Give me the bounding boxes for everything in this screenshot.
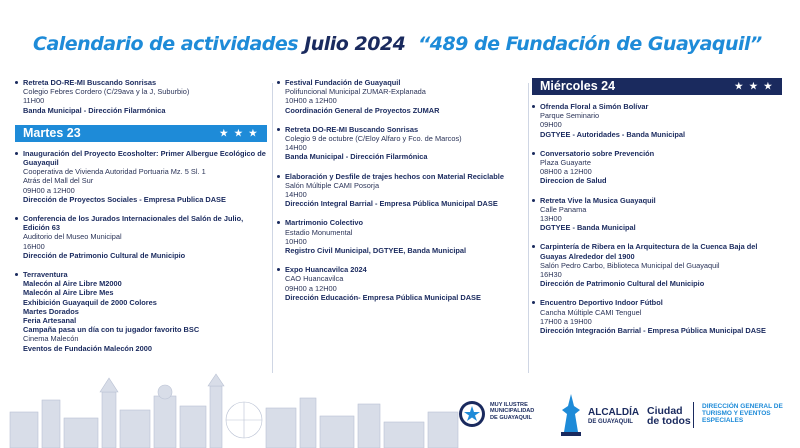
event-item: [277, 172, 527, 209]
event-name: Inauguración del Proyecto Ecosholter: Primer Albergue Ecológico de Guayaquil: [23, 148, 266, 168]
column-2: [277, 78, 527, 312]
sub-activity: Campaña pasa un día con tu jugador favorito BSC: [23, 325, 200, 335]
title-calendario: Calendario de actividades: [33, 33, 299, 55]
event-organizer: Eventos de Fundación Malecón 2000: [23, 343, 152, 353]
event-venue: Salón Pedro Carbo, Biblioteca Municipal del Guayaquil: [540, 260, 720, 270]
event-venue-detail: Atrás del Mall del Sur: [23, 176, 94, 186]
event-item: [15, 214, 267, 260]
event-item: [532, 149, 782, 186]
event-item: [532, 196, 782, 233]
event-name: Elaboración y Desfile de trajes hechos con Material Reciclable: [285, 171, 504, 181]
sub-activity: Feria Artesanal: [23, 316, 77, 326]
municipality-name: MUY ILUSTRE MUNICIPALIDAD DE GUAYAQUIL: [490, 402, 535, 421]
column-divider: [528, 83, 529, 373]
event-name: Expo Huancavilca 2024: [285, 265, 367, 275]
column-divider: [272, 83, 273, 373]
event-time: 10H00: [285, 236, 307, 246]
event-venue: Salón Múltiple CAMI Posorja: [285, 180, 380, 190]
event-organizer: Dirección Educación- Empresa Pública Municipal DASE: [285, 292, 481, 302]
event-time: 09H00: [540, 120, 562, 130]
event-time: 17H00 a 19H00: [540, 316, 592, 326]
event-time: 11H00: [23, 96, 45, 106]
event-organizer: Banda Municipal - Dirección Filarmónica: [23, 105, 166, 115]
event-time: 14H00: [285, 190, 307, 200]
event-venue: Colegio 9 de octubre (C/Eloy Alfaro y Fco. de Marcos): [285, 134, 462, 144]
event-name: Martrimonio Colectivo: [285, 218, 364, 228]
event-time: 08H00 a 12H00: [540, 167, 592, 177]
column-3: [532, 78, 782, 345]
event-time: 16H30: [540, 270, 562, 280]
title-month: Julio 2024: [304, 33, 406, 55]
event-organizer: Dirección de Patrimonio Cultural de Municipio: [23, 250, 186, 260]
event-venue: Parque Seminario: [540, 111, 600, 121]
event-item: [277, 78, 527, 115]
event-item: [277, 265, 527, 302]
event-organizer: Dirección de Patrimonio Cultural del Municipio: [540, 279, 705, 289]
event-item: [15, 149, 267, 204]
sub-activity: Malecón al Aire Libre M2000: [23, 279, 122, 289]
event-time: 10H00 a 12H00: [285, 96, 337, 106]
municipality-seal-icon: [458, 400, 486, 428]
event-name: Ofrenda Floral a Simón Bolívar: [540, 102, 649, 111]
event-venue: Estadio Monumental: [285, 227, 353, 237]
sub-activity: Martes Dorados: [23, 306, 79, 316]
day-label: Martes 23: [23, 125, 81, 140]
event-item: [15, 78, 267, 115]
event-organizer: DGTYEE - Banda Municipal: [540, 223, 636, 233]
day-header-miercoles: [532, 78, 782, 95]
alcaldia-statue-icon: [556, 392, 586, 436]
event-name: Encuentro Deportivo Indoor Fútbol: [540, 298, 663, 308]
event-organizer: Direccion de Salud: [540, 176, 607, 186]
event-name: Conversatorio sobre Prevención: [540, 148, 655, 158]
sub-activity: Malecón al Aire Libre Mes: [23, 288, 114, 298]
event-organizer: Dirección Integración Barrial - Empresa Pública Municipal DASE: [540, 326, 766, 336]
event-organizer: Registro Civil Municipal, DGTYEE, Banda Municipal: [285, 246, 467, 256]
event-item: [277, 125, 527, 162]
alcaldia-logo-subtext: DE GUAYAQUIL: [588, 419, 633, 425]
event-time: 09H00 a 12H00: [285, 283, 337, 293]
sub-activity: Exhibición Guayaquil de 2000 Colores: [23, 297, 157, 307]
event-time: 09H00 a 12H00: [23, 185, 75, 195]
event-name: Festival Fundación de Guayaquil: [285, 78, 401, 87]
event-venue: Plaza Guayarte: [540, 158, 591, 168]
event-organizer: Coordinación General de Proyectos ZUMAR: [285, 105, 440, 115]
footer-divider: [693, 402, 694, 428]
day-header-martes: [15, 125, 267, 142]
event-venue: Cancha Múltiple CAMI Tenguel: [540, 307, 642, 317]
event-venue: CAO Huancavilca: [285, 274, 344, 284]
event-name: Retreta DO-RE-MI Buscando Sonrisas: [285, 124, 419, 134]
event-venue: Cooperativa de Vivienda Autoridad Portuaria Mz. 5 Sl. 1: [23, 167, 206, 177]
event-organizer: Dirección de Proyectos Sociales - Empresa Publica DASE: [23, 194, 226, 204]
event-item: [532, 242, 782, 288]
event-venue: Auditorio del Museo Municipal: [23, 232, 122, 242]
event-organizer: Banda Municipal - Dirección Filarmónica: [285, 152, 428, 162]
event-time: 14H00: [285, 143, 307, 153]
event-name: Conferencia de los Jurados Internacionales del Salón de Julio, Edición 63: [23, 214, 244, 233]
event-organizer: DGTYEE - Autoridades - Banda Municipal: [540, 129, 686, 139]
event-name: Retreta DO-RE-MI Buscando Sonrisas: [23, 78, 157, 87]
footer-logos: [450, 388, 800, 438]
alcaldia-logo-text: ALCALDÍA: [588, 407, 640, 418]
ciudad-de-todos-logo: Ciudad de todos: [647, 405, 691, 427]
event-item: [532, 102, 782, 139]
event-time: 16H00: [23, 241, 45, 251]
page-title: [33, 33, 405, 55]
city-skyline-illustration: [0, 372, 470, 448]
event-time: 13H00: [540, 214, 562, 224]
event-organizer: Dirección Integral Barrial - Empresa Pública Municipal DASE: [285, 199, 498, 209]
column-1: [15, 78, 267, 363]
event-venue: Colegio Febres Cordero (C/29ava y la J, Suburbio): [23, 87, 190, 97]
event-venue: Polifuncional Municipal ZUMAR-Explanada: [285, 87, 426, 97]
event-name: Carpintería de Ribera en la Arquitectura de la Cuenca Baja del Guayas Alrededor del 1900: [540, 242, 758, 261]
event-item: [532, 298, 782, 335]
direccion-turismo-text: DIRECCIÓN GENERAL DE TURISMO Y EVENTOS ESPECIALES: [702, 403, 783, 425]
event-venue: Cinema Malecón: [23, 334, 79, 344]
day-label: Miércoles 24: [540, 79, 616, 93]
event-name: Retreta Vive la Musica Guayaquil: [540, 195, 656, 205]
title-fundacion: “489 de Fundación de Guayaquil”: [418, 33, 762, 55]
event-item: [277, 218, 527, 255]
stars-icon: ★ ★ ★: [219, 127, 259, 138]
event-item: [15, 270, 267, 353]
event-venue: Calle Panama: [540, 204, 587, 214]
event-name: Terraventura: [23, 270, 68, 280]
stars-icon: ★ ★ ★: [734, 81, 774, 91]
